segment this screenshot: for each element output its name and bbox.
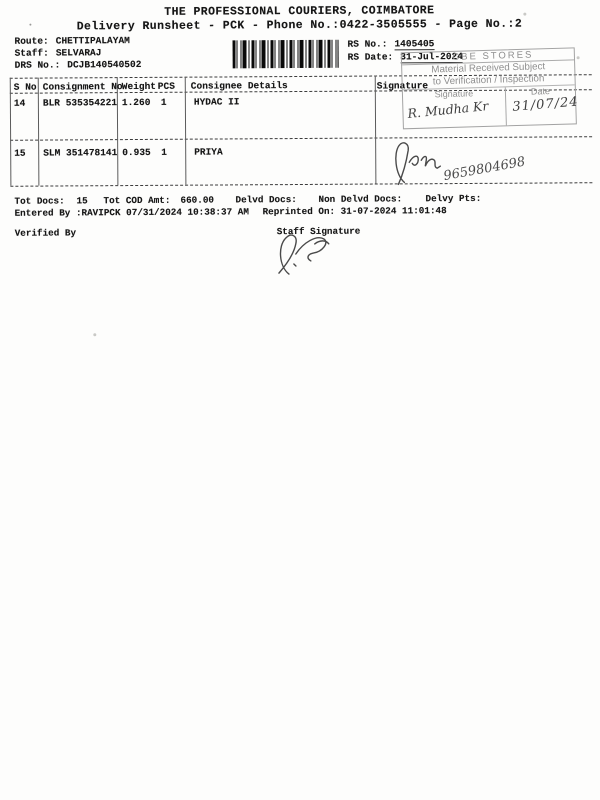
col-divider-details <box>375 76 377 184</box>
tot-docs-label: Tot Docs: <box>14 195 65 207</box>
col-header-consignment: Consignment No <box>42 81 123 93</box>
scan-artifact <box>29 24 31 26</box>
rs-no-field <box>348 38 435 50</box>
stamp-date-cell <box>506 85 580 125</box>
company-title: THE PROFESSIONAL COURIERS, COIMBATORE <box>164 4 435 19</box>
drs-no-value: DCJB140540502 <box>67 58 142 71</box>
rs-date-value: 31-Jul-2024 <box>400 51 463 63</box>
stamp-signature-grid <box>403 84 580 128</box>
stamp-signature-cell <box>403 87 507 128</box>
col-header-signature: Signature <box>376 80 429 92</box>
col-header-sno: S No <box>13 81 37 93</box>
staff-field <box>15 47 102 59</box>
stamp-text-line: to Verification / Inspection <box>432 73 545 88</box>
delvy-pts-label: Delvy Pts: <box>425 192 482 205</box>
col-header-details: Consignee Details <box>190 80 288 92</box>
drs-no-field <box>15 59 142 71</box>
tot-cod-value: 660.00 <box>180 194 215 206</box>
reprinted-on-line: Reprinted On: 31-07-2024 11:01:48 <box>262 205 447 218</box>
row-weight: 1.260 <box>121 96 151 109</box>
runsheet-barcode <box>233 40 339 69</box>
tot-cod-label: Tot COD Amt: <box>103 194 171 207</box>
stamp-handwritten-signature: R. Mudha Kr <box>406 98 489 121</box>
col-divider-pcs <box>185 77 187 185</box>
row-sno: 15 <box>14 147 26 159</box>
stamp-store-name: CBE STORES <box>402 48 574 65</box>
scan-artifact <box>577 56 580 59</box>
rs-date-label: RS Date: <box>347 51 394 63</box>
drs-no-label: DRS No.: <box>14 59 61 71</box>
row-consignee: PRIYA <box>194 146 223 158</box>
staff-signature-scribble <box>267 230 357 281</box>
route-label: Route: <box>14 35 49 47</box>
col-header-pcs: PCS <box>157 80 175 92</box>
route-value: CHETTIPALAYAM <box>55 35 130 47</box>
entered-by-line: Entered By :RAVIPCK 07/31/2024 10:38:37 AM <box>14 206 249 219</box>
stamp-date-label: Date <box>530 86 551 97</box>
staff-value: SELVARAJ <box>55 47 102 59</box>
row-weight: 0.935 <box>122 146 151 159</box>
row-pcs: 1 <box>161 146 167 158</box>
col-divider-sno <box>38 78 40 186</box>
recipient-phone-number: 9659804698 <box>442 154 527 185</box>
verified-by-label: Verified By <box>14 227 77 239</box>
received-stamp <box>401 47 580 129</box>
stamp-signature-label: Signature <box>434 88 474 100</box>
row-consignment-no: BLR 535354221 <box>42 97 118 109</box>
stamp-text-line: Material Received Subject <box>431 61 546 76</box>
delvd-docs-label: Delvd Docs: <box>235 194 297 206</box>
stamp-handwritten-date: 31/07/24 <box>511 94 580 115</box>
staff-signature-label: Staff Signature <box>276 225 361 238</box>
row-consignment-no: SLM 351478141 <box>43 147 118 159</box>
rs-no-value: 1405405 <box>394 38 435 50</box>
tot-docs-value: 15 <box>76 195 88 207</box>
col-divider-consignment <box>117 77 119 185</box>
runsheet-subtitle: Delivery Runsheet - PCK - Phone No.:0422-3505555 - Page No.:2 <box>76 17 523 34</box>
scan-artifact <box>93 333 96 336</box>
staff-label: Staff: <box>14 47 49 59</box>
non-delvd-docs-label: Non Delvd Docs: <box>318 193 403 205</box>
route-field <box>14 35 129 47</box>
row-consignee: HYDAC II <box>193 96 240 108</box>
row-pcs: 1 <box>160 96 167 108</box>
rs-no-label: RS No.: <box>347 38 388 50</box>
recipient-signature-scribble <box>388 139 558 188</box>
col-header-weight: Weight <box>121 80 157 93</box>
row-sno: 14 <box>13 97 26 109</box>
table-border-left <box>10 78 12 186</box>
scan-artifact <box>523 13 526 16</box>
